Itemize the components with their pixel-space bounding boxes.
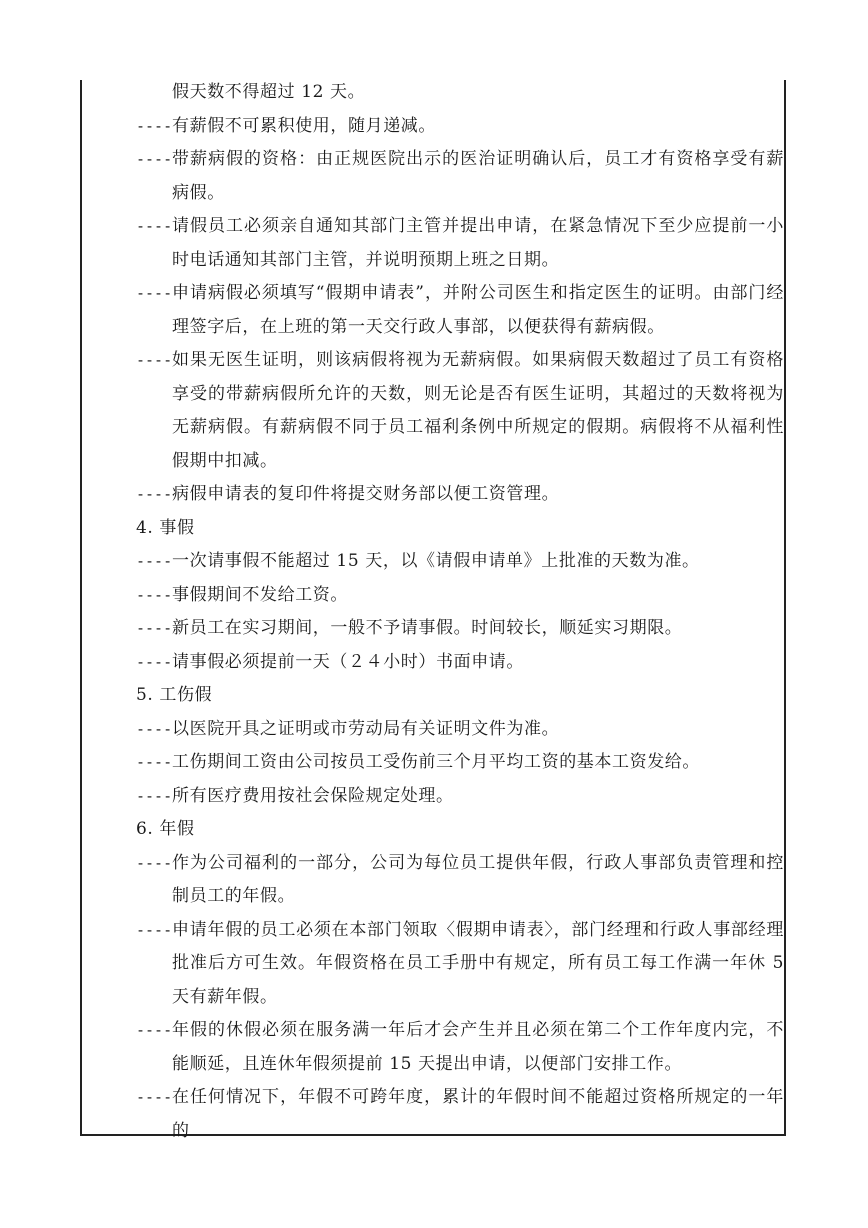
list-item — [136, 277, 784, 344]
list-item — [136, 746, 784, 780]
dash-marker: ---- — [136, 585, 173, 604]
list-item — [136, 780, 784, 814]
dash-marker: ---- — [136, 284, 173, 302]
dash-marker: ---- — [136, 786, 173, 805]
dash-marker: ---- — [136, 217, 173, 235]
dash-marker: ---- — [136, 150, 173, 168]
dash-marker: ---- — [136, 719, 173, 738]
list-item-text: 如果无医生证明，则该病假将视为无薪病假。如果病假天数超过了员工有资格享受的带薪病假所允许的天数，则无论是否有医生证明，其超过的天数将视为无薪病假。有薪病假不同于员工福利条例中所规定的假期。病假将不从福利性假期中扣减。 — [172, 350, 784, 471]
dash-marker: ---- — [136, 753, 173, 771]
dash-marker: ---- — [136, 652, 173, 671]
list-item — [136, 1081, 784, 1148]
section-heading-personal-leave: 4. 事假 — [136, 517, 195, 538]
continuation-line: 假天数不得超过 12 天。 — [172, 82, 366, 102]
list-item — [136, 1014, 784, 1081]
list-item-text: 在任何情况下，年假不可跨年度，累计的年假时间不能超过资格所规定的一年的 — [172, 1087, 784, 1141]
list-item — [136, 110, 784, 144]
list-item-text: 有薪假不可累积使用，随月递减。 — [172, 115, 436, 136]
list-item — [136, 478, 784, 512]
list-item-text: 所有医疗费用按社会保险规定处理。 — [172, 785, 454, 806]
list-item-text: 年假的休假必须在服务满一年后才会产生并且必须在第二个工作年度内完，不能顺延，且连休年假须提前 15 天提出申请，以便部门安排工作。 — [172, 1020, 784, 1074]
section-heading-work-injury-leave: 5. 工伤假 — [136, 685, 213, 705]
document-body — [136, 76, 784, 1148]
list-item-text: 病假申请表的复印件将提交财务部以便工资管理。 — [172, 484, 560, 504]
list-item — [136, 612, 784, 646]
list-item — [136, 210, 784, 277]
list-item — [136, 713, 784, 747]
list-item-text: 申请病假必须填写“假期申请表”，并附公司医生和指定医生的证明。由部门经理签字后，在上班的第一天交行政人事部，以便获得有薪病假。 — [172, 283, 784, 337]
dash-marker: ---- — [136, 920, 173, 939]
list-item — [136, 847, 784, 914]
dash-marker: ---- — [136, 1088, 173, 1106]
list-item — [136, 344, 784, 478]
list-item — [136, 579, 784, 613]
list-item — [136, 545, 784, 579]
list-item-text: 以医院开具之证明或市劳动局有关证明文件为准。 — [172, 718, 560, 739]
list-item-text: 请假员工必须亲自通知其部门主管并提出申请，在紧急情况下至少应提前一小时电话通知其部门主管，并说明预期上班之日期。 — [172, 216, 784, 270]
list-item-text: 新员工在实习期间，一般不予请事假。时间较长，顺延实习期限。 — [172, 618, 683, 638]
dash-marker: ---- — [136, 485, 173, 503]
dash-marker: ---- — [136, 351, 173, 369]
list-item-text: 申请年假的员工必须在本部门领取〈假期申请表〉，部门经理和行政人事部经理批准后方可生效。年假资格在员工手册中有规定，所有员工每工作满一年休 5 天有薪年假。 — [172, 919, 784, 1007]
dash-marker: ---- — [136, 552, 173, 570]
list-item — [136, 646, 784, 680]
list-item-text: 事假期间不发给工资。 — [172, 584, 348, 605]
section-heading-annual-leave: 6. 年假 — [136, 819, 195, 839]
list-item-text: 作为公司福利的一部分，公司为每位员工提供年假，行政人事部负责管理和控制员工的年假。 — [172, 852, 784, 906]
list-item-text: 请事假必须提前一天（２４小时）书面申请。 — [172, 651, 524, 672]
dash-marker: ---- — [136, 619, 173, 637]
list-item-text: 一次请事假不能超过 15 天，以《请假申请单》上批准的天数为准。 — [172, 551, 700, 571]
list-item-text: 工伤期间工资由公司按员工受伤前三个月平均工资的基本工资发给。 — [172, 752, 700, 772]
dash-marker: ---- — [136, 1021, 173, 1039]
list-item — [136, 914, 784, 1015]
list-item — [136, 143, 784, 210]
list-item-text: 带薪病假的资格：由正规医院出示的医治证明确认后，员工才有资格享受有薪病假。 — [172, 149, 784, 203]
dash-marker: ---- — [136, 853, 173, 872]
dash-marker: ---- — [136, 116, 173, 135]
